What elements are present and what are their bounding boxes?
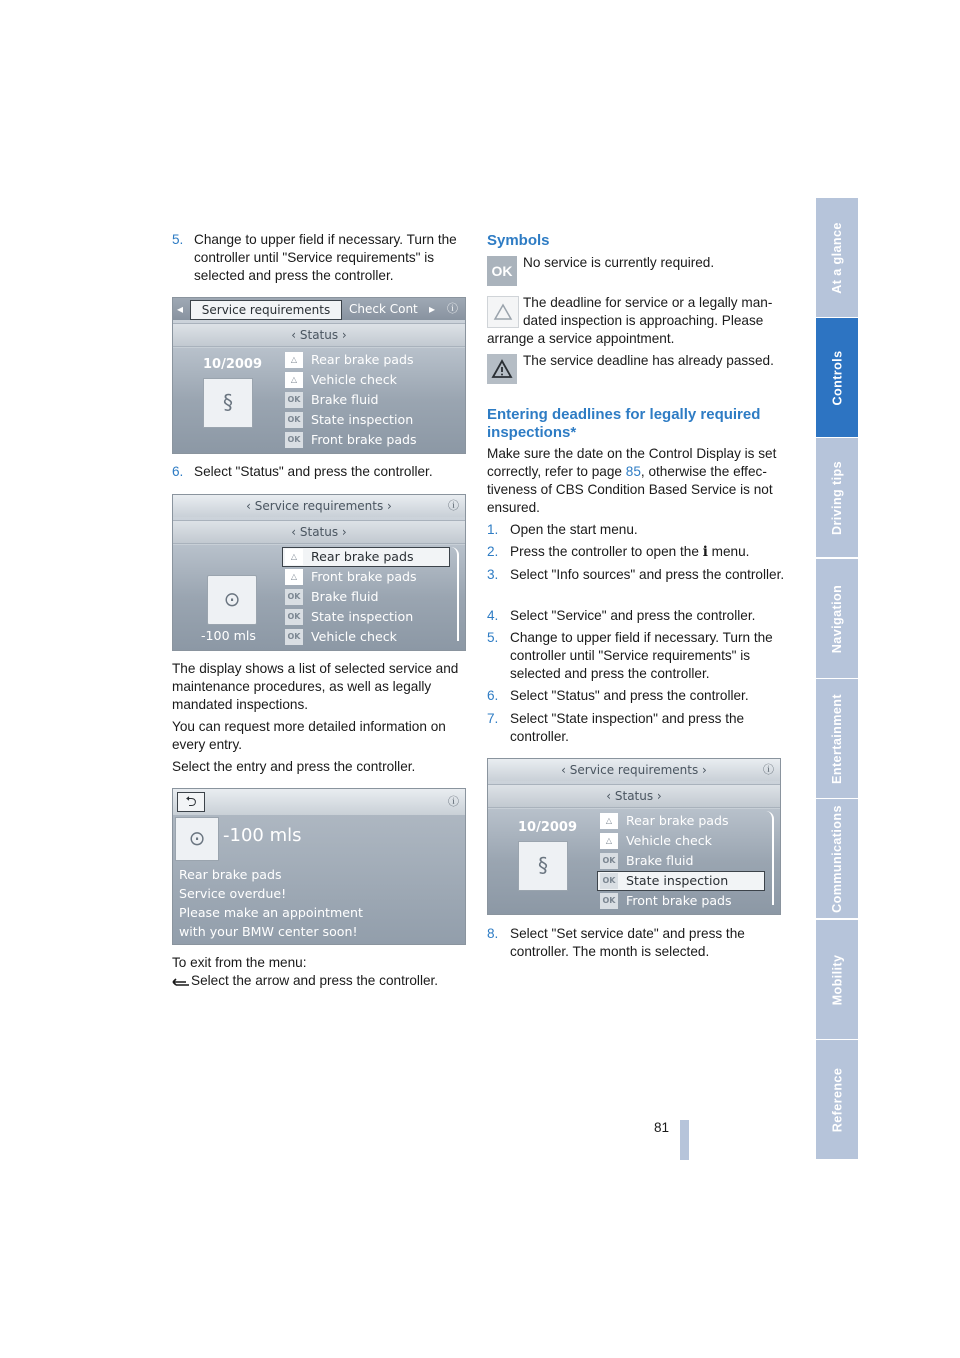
info-icon[interactable]: ⓘ <box>448 499 459 512</box>
step-number: 1. <box>487 522 499 537</box>
exit-instruction <box>172 972 468 990</box>
ok-icon: OK <box>285 392 303 408</box>
item-label: Rear brake pads <box>311 549 414 564</box>
item-label: Front brake pads <box>311 432 417 447</box>
symbols-heading: Symbols <box>487 232 550 249</box>
step-6 <box>487 687 787 705</box>
intro-text: Make sure the date on the Control Display is set correctly, refer to page <box>487 446 777 479</box>
symbol-desc: No service is currently required. <box>523 255 715 270</box>
item-label: State inspection <box>626 873 729 888</box>
step-text: Select "Service" and press the controller. <box>510 608 756 623</box>
detail-header <box>173 789 465 815</box>
brake-pad-icon: ⊙ <box>207 575 257 625</box>
tab-label: At a glance <box>830 221 844 294</box>
step-number: 8. <box>487 926 499 941</box>
ok-icon: OK <box>285 412 303 428</box>
warning-icon: △ <box>600 813 618 829</box>
warning-icon <box>487 296 519 328</box>
tab-driving-tips[interactable] <box>816 438 858 557</box>
tab-communications[interactable] <box>816 799 858 918</box>
scrollbar[interactable] <box>766 811 774 905</box>
ok-icon: OK <box>285 589 303 605</box>
ok-icon: OK <box>285 609 303 625</box>
symbol-desc: dated inspection is approaching. Please <box>523 313 764 328</box>
arrow-right-icon[interactable]: ▸ <box>429 302 436 316</box>
tab-label: Driving tips <box>830 460 845 535</box>
item-label: Vehicle check <box>626 833 712 848</box>
screen-status-list <box>172 494 466 651</box>
tab-label: Entertainment <box>830 693 844 784</box>
menu-tabs-bar <box>173 298 465 320</box>
ok-icon: OK <box>600 853 618 869</box>
step-3 <box>487 566 787 584</box>
ok-icon: OK <box>285 432 303 448</box>
paragraph: The display shows a list of selected service and maintenance procedures, as well as legally mandated inspections. <box>172 661 459 712</box>
step-number: 7. <box>487 711 499 726</box>
tab-entertainment[interactable] <box>816 679 858 798</box>
tab-controls[interactable] <box>816 318 858 437</box>
exit-text: Select the arrow and press the controller. <box>191 973 439 988</box>
item-label: Brake fluid <box>311 392 379 407</box>
screen-detail <box>172 788 466 945</box>
screen-service-requirements <box>172 297 466 454</box>
scrollbar[interactable] <box>451 547 459 641</box>
menu-title[interactable]: ‹ Service requirements › <box>246 499 392 513</box>
step-text: Change to upper field if necessary. Turn the controller until "Service requirements" is selected and press the controller. <box>194 232 457 283</box>
back-arrow-icon[interactable]: ⮌ <box>177 792 205 812</box>
step-text-wrap <box>487 543 787 561</box>
tab-label: Controls <box>830 350 845 405</box>
date-label: 10/2009 <box>518 820 578 835</box>
page-number: 81 <box>654 1120 670 1135</box>
step-text: Select "State inspection" and press the controller. <box>510 711 745 744</box>
step-2 <box>487 543 787 561</box>
symbol-desc: The deadline for service or a legally man- <box>523 295 773 310</box>
step-7 <box>487 710 787 746</box>
step-number: 6. <box>172 464 184 479</box>
screen-main <box>173 348 465 453</box>
mileage-label: -100 mls <box>223 825 302 846</box>
tab-label: Reference <box>830 1067 845 1132</box>
page-marker <box>680 1120 689 1160</box>
item-label: State inspection <box>311 609 414 624</box>
step-8 <box>487 925 787 961</box>
header-bar <box>488 759 780 781</box>
ok-icon: OK <box>285 629 303 645</box>
tab-check-control[interactable]: Check Cont <box>349 302 418 316</box>
tab-navigation[interactable] <box>816 559 858 678</box>
tab-service-requirements[interactable]: Service requirements <box>190 300 342 320</box>
warning-icon: △ <box>285 569 303 585</box>
item-label: Rear brake pads <box>311 352 414 367</box>
back-arrow-icon <box>172 976 190 987</box>
detail-line: Service overdue! <box>179 886 287 901</box>
item-label: Front brake pads <box>626 893 732 908</box>
inspection-car-icon: § <box>203 378 253 428</box>
item-label: Brake fluid <box>626 853 694 868</box>
item-label: Front brake pads <box>311 569 417 584</box>
paragraph: To exit from the menu: <box>172 955 307 970</box>
step-text: Change to upper field if necessary. Turn the controller until "Service requirements" is selected and press the controller. <box>510 630 773 681</box>
info-icon[interactable]: ⓘ <box>448 795 459 808</box>
step-number: 5. <box>487 630 499 645</box>
step-number: 5. <box>172 232 184 247</box>
item-label: Vehicle check <box>311 372 397 387</box>
step-text: Open the start menu. <box>510 522 638 537</box>
ok-icon: OK <box>600 873 618 889</box>
paragraph: Select the entry and press the controller. <box>172 759 416 774</box>
chapter-tabs <box>816 198 858 1160</box>
step-text: Select "Status" and press the controller. <box>194 464 433 479</box>
inspection-car-icon: § <box>518 841 568 891</box>
step-5-left <box>172 231 468 285</box>
page-link[interactable]: 85 <box>625 464 641 479</box>
detail-line: Please make an appointment <box>179 905 363 920</box>
warning-icon: △ <box>285 549 303 565</box>
screen-main <box>173 545 465 650</box>
step-text: Select "Set service date" and press the controller. The month is selected. <box>510 926 745 959</box>
section-heading: Entering deadlines for legally required inspections* <box>487 406 761 441</box>
header-bar <box>173 495 465 517</box>
warning-icon: △ <box>600 833 618 849</box>
ok-icon: OK <box>600 893 618 909</box>
step-text: menu. <box>707 544 750 559</box>
step-number: 2. <box>487 544 499 559</box>
step-text: Press the controller to open the <box>510 544 703 559</box>
step-text: Select "Info sources" and press the controller. <box>510 567 785 582</box>
step-number: 6. <box>487 688 499 703</box>
tab-at-a-glance[interactable] <box>816 198 858 317</box>
tab-label: Communications <box>830 804 845 913</box>
paragraph: You can request more detailed information on every entry. <box>172 719 446 752</box>
step-5 <box>487 629 787 683</box>
mileage-label: -100 mls <box>201 628 256 643</box>
item-label: Rear brake pads <box>626 813 729 828</box>
menu-title[interactable]: ‹ Service requirements › <box>561 763 707 777</box>
tab-label: Mobility <box>830 954 844 1005</box>
detail-line: with your BMW center soon! <box>179 924 358 939</box>
item-label: State inspection <box>311 412 414 427</box>
warning-icon: △ <box>285 372 303 388</box>
info-icon[interactable]: ⓘ <box>447 302 458 315</box>
tab-reference[interactable] <box>816 1040 858 1159</box>
intro-paragraph <box>487 445 787 517</box>
status-bar[interactable]: ‹ Status › <box>488 784 780 808</box>
step-text: Select "Status" and press the controller. <box>510 688 749 703</box>
date-label: 10/2009 <box>203 357 263 372</box>
intro-text: , otherwise the effectiveness of CBS Condition Based Service is not ensured. <box>487 464 773 515</box>
tab-label: Navigation <box>830 584 845 653</box>
screen-main <box>488 809 780 914</box>
item-label: Vehicle check <box>311 629 397 644</box>
brake-pad-icon: ⊙ <box>175 817 219 861</box>
item-label: Brake fluid <box>311 589 379 604</box>
info-icon[interactable]: ⓘ <box>763 763 774 776</box>
overdue-warning-icon <box>487 354 517 384</box>
step-4 <box>487 607 787 625</box>
step-1 <box>487 521 787 539</box>
ok-icon: OK <box>487 256 517 286</box>
step-number: 3. <box>487 567 499 582</box>
arrow-left-icon[interactable]: ◂ <box>177 302 184 316</box>
status-bar[interactable]: ‹ Status › <box>173 520 465 544</box>
warning-icon: △ <box>285 352 303 368</box>
status-bar[interactable]: ‹ Status › <box>173 323 465 347</box>
detail-text <box>179 865 363 941</box>
symbol-desc: The service deadline has already passed. <box>523 353 774 368</box>
detail-line: Rear brake pads <box>179 867 282 882</box>
screen-state-inspection <box>487 758 781 915</box>
step-number: 4. <box>487 608 499 623</box>
symbol-desc: arrange a service appointment. <box>487 331 675 346</box>
info-i-icon: i <box>702 544 708 560</box>
tab-mobility[interactable] <box>816 920 858 1039</box>
step-6-left <box>172 463 468 481</box>
